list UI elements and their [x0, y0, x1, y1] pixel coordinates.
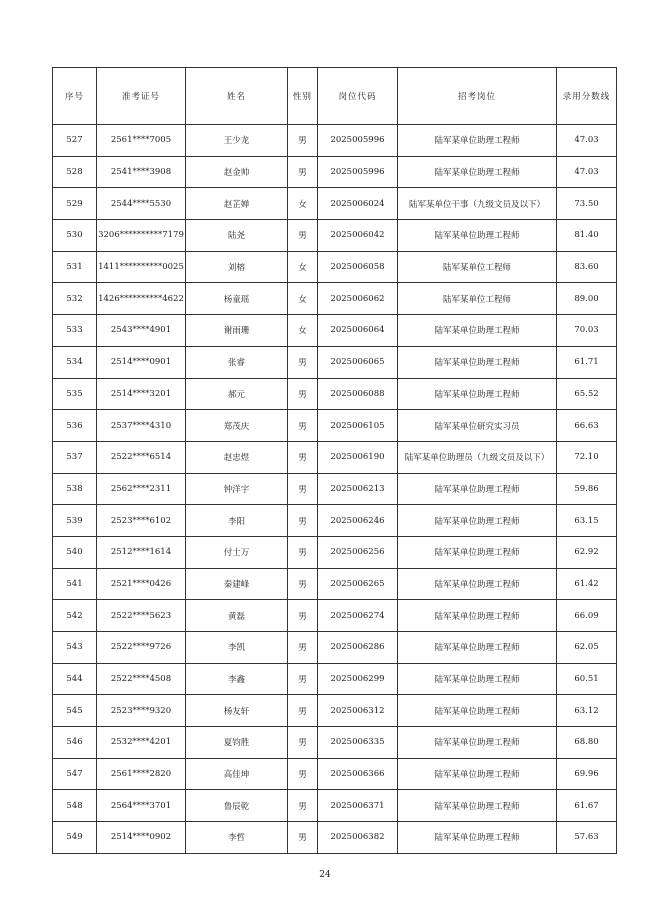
cell-name: 赵芷婵 — [186, 188, 288, 220]
cell-post-code: 2025006286 — [318, 632, 398, 664]
cell-post-code: 2025006371 — [318, 790, 398, 822]
cell-name: 谢雨珊 — [186, 315, 288, 347]
cell-post-code: 2025006246 — [318, 505, 398, 537]
cell-gender: 女 — [288, 315, 318, 347]
table-row — [53, 220, 617, 252]
cell-post-code: 2025006064 — [318, 315, 398, 347]
cell-name: 刘榕 — [186, 251, 288, 283]
cell-post: 陆军某单位助理工程师 — [398, 505, 557, 537]
cell-post: 陆军某单位助理工程师 — [398, 663, 557, 695]
cell-post: 陆军某单位助理工程师 — [398, 568, 557, 600]
cell-score: 72.10 — [557, 441, 617, 473]
cell-seq: 544 — [53, 663, 97, 695]
cell-seq: 545 — [53, 695, 97, 727]
table-row — [53, 410, 617, 442]
cell-post-code: 2025006335 — [318, 727, 398, 759]
header-gender: 性别 — [288, 68, 318, 125]
table-row — [53, 251, 617, 283]
cell-score: 47.03 — [557, 156, 617, 188]
cell-post: 陆军某单位助理工程师 — [398, 600, 557, 632]
cell-ticket: 2523****9320 — [97, 695, 186, 727]
cell-post-code: 2025006366 — [318, 758, 398, 790]
table-row — [53, 505, 617, 537]
cell-post: 陆军某单位助理工程师 — [398, 790, 557, 822]
cell-gender: 男 — [288, 473, 318, 505]
cell-ticket: 2521****0426 — [97, 568, 186, 600]
table-body — [53, 125, 617, 854]
cell-gender: 男 — [288, 505, 318, 537]
cell-gender: 男 — [288, 790, 318, 822]
cell-post-code: 2025006299 — [318, 663, 398, 695]
cell-ticket: 2532****4201 — [97, 727, 186, 759]
cell-ticket: 2514****0901 — [97, 346, 186, 378]
cell-score: 60.51 — [557, 663, 617, 695]
cell-name: 夏钧胜 — [186, 727, 288, 759]
cell-post-code: 2025006190 — [318, 441, 398, 473]
cell-ticket: 2522****6514 — [97, 441, 186, 473]
cell-score: 62.05 — [557, 632, 617, 664]
cell-post-code: 2025006105 — [318, 410, 398, 442]
cell-post-code: 2025006382 — [318, 822, 398, 854]
cell-ticket: 2543****4901 — [97, 315, 186, 347]
cell-post-code: 2025006213 — [318, 473, 398, 505]
cell-seq: 527 — [53, 125, 97, 157]
header-ticket: 准考证号 — [97, 68, 186, 125]
table-header-row — [53, 68, 617, 125]
cell-score: 69.96 — [557, 758, 617, 790]
cell-score: 73.50 — [557, 188, 617, 220]
cell-ticket: 2562****2311 — [97, 473, 186, 505]
cell-score: 83.60 — [557, 251, 617, 283]
cell-ticket: 2514****3201 — [97, 378, 186, 410]
cell-seq: 529 — [53, 188, 97, 220]
cell-seq: 546 — [53, 727, 97, 759]
page-number: 24 — [319, 870, 331, 880]
cell-post: 陆军某单位助理工程师 — [398, 220, 557, 252]
table-row — [53, 663, 617, 695]
cell-gender: 男 — [288, 727, 318, 759]
cell-post-code: 2025006024 — [318, 188, 398, 220]
cell-score: 65.52 — [557, 378, 617, 410]
cell-post: 陆军某单位助理工程师 — [398, 727, 557, 759]
cell-seq: 540 — [53, 536, 97, 568]
cell-name: 陆尧 — [186, 220, 288, 252]
cell-gender: 男 — [288, 220, 318, 252]
cell-score: 70.03 — [557, 315, 617, 347]
cell-ticket: 3206**********7179 — [97, 220, 186, 252]
table-row — [53, 822, 617, 854]
cell-post: 陆军某单位助理工程师 — [398, 125, 557, 157]
cell-score: 66.09 — [557, 600, 617, 632]
cell-seq: 542 — [53, 600, 97, 632]
cell-seq: 528 — [53, 156, 97, 188]
cell-score: 66.63 — [557, 410, 617, 442]
cell-name: 杨友轩 — [186, 695, 288, 727]
cell-post-code: 2025006265 — [318, 568, 398, 600]
cell-post: 陆军某单位工程师 — [398, 251, 557, 283]
cell-gender: 男 — [288, 536, 318, 568]
table-row — [53, 156, 617, 188]
table-row — [53, 632, 617, 664]
cell-seq: 541 — [53, 568, 97, 600]
cell-score: 47.03 — [557, 125, 617, 157]
cell-seq: 549 — [53, 822, 97, 854]
table-row — [53, 600, 617, 632]
cell-ticket: 2514****0902 — [97, 822, 186, 854]
cell-name: 王少龙 — [186, 125, 288, 157]
cell-score: 68.80 — [557, 727, 617, 759]
cell-name: 付士万 — [186, 536, 288, 568]
cell-seq: 530 — [53, 220, 97, 252]
cell-post: 陆军某单位助理工程师 — [398, 473, 557, 505]
cell-score: 89.00 — [557, 283, 617, 315]
cell-name: 郝元 — [186, 378, 288, 410]
cell-name: 秦建峰 — [186, 568, 288, 600]
header-post-code: 岗位代码 — [318, 68, 398, 125]
cell-ticket: 2561****7005 — [97, 125, 186, 157]
cell-seq: 539 — [53, 505, 97, 537]
cell-gender: 女 — [288, 283, 318, 315]
cell-seq: 548 — [53, 790, 97, 822]
cell-post-code: 2025006256 — [318, 536, 398, 568]
cell-post-code: 2025006088 — [318, 378, 398, 410]
cell-post-code: 2025006042 — [318, 220, 398, 252]
cell-name: 赵金帅 — [186, 156, 288, 188]
cell-gender: 男 — [288, 378, 318, 410]
cell-post: 陆军某单位助理工程师 — [398, 378, 557, 410]
cell-seq: 547 — [53, 758, 97, 790]
cell-name: 杨童瑶 — [186, 283, 288, 315]
cell-ticket: 1426**********4622 — [97, 283, 186, 315]
table-row — [53, 346, 617, 378]
cell-seq: 543 — [53, 632, 97, 664]
cell-post: 陆军某单位助理工程师 — [398, 695, 557, 727]
cell-post: 陆军某单位助理工程师 — [398, 156, 557, 188]
cell-ticket: 2523****6102 — [97, 505, 186, 537]
cell-gender: 男 — [288, 600, 318, 632]
cell-post: 陆军某单位助理工程师 — [398, 315, 557, 347]
cell-post: 陆军某单位助理工程师 — [398, 822, 557, 854]
cell-post-code: 2025006274 — [318, 600, 398, 632]
cell-post: 陆军某单位助理工程师 — [398, 632, 557, 664]
cell-gender: 男 — [288, 758, 318, 790]
cell-ticket: 2544****5530 — [97, 188, 186, 220]
cell-score: 57.63 — [557, 822, 617, 854]
cell-score: 63.12 — [557, 695, 617, 727]
header-post: 招考岗位 — [398, 68, 557, 125]
cell-gender: 男 — [288, 822, 318, 854]
cell-gender: 男 — [288, 632, 318, 664]
cell-ticket: 2512****1614 — [97, 536, 186, 568]
cell-seq: 531 — [53, 251, 97, 283]
table-row — [53, 378, 617, 410]
cell-score: 61.71 — [557, 346, 617, 378]
cell-post-code: 2025005996 — [318, 125, 398, 157]
cell-score: 63.15 — [557, 505, 617, 537]
cell-ticket: 1411**********0025 — [97, 251, 186, 283]
cell-post: 陆军某单位助理工程师 — [398, 346, 557, 378]
cell-ticket: 2561****2820 — [97, 758, 186, 790]
table-row — [53, 441, 617, 473]
cell-post: 陆军某单位干事（九级文员及以下） — [398, 188, 557, 220]
cell-ticket: 2537****4310 — [97, 410, 186, 442]
cell-gender: 女 — [288, 251, 318, 283]
cell-gender: 男 — [288, 125, 318, 157]
cell-ticket: 2541****3908 — [97, 156, 186, 188]
cell-seq: 536 — [53, 410, 97, 442]
cell-post-code: 2025005996 — [318, 156, 398, 188]
cell-gender: 男 — [288, 346, 318, 378]
cell-name: 李阳 — [186, 505, 288, 537]
cell-post: 陆军某单位助理工程师 — [398, 536, 557, 568]
cell-ticket: 2564****3701 — [97, 790, 186, 822]
cell-seq: 533 — [53, 315, 97, 347]
cell-name: 张睿 — [186, 346, 288, 378]
cell-name: 李哲 — [186, 822, 288, 854]
header-score: 录用分数线 — [557, 68, 617, 125]
cell-seq: 538 — [53, 473, 97, 505]
cell-seq: 534 — [53, 346, 97, 378]
cell-post: 陆军某单位工程师 — [398, 283, 557, 315]
table-row — [53, 758, 617, 790]
cell-post: 陆军某单位助理工程师 — [398, 758, 557, 790]
cell-score: 59.86 — [557, 473, 617, 505]
cell-seq: 532 — [53, 283, 97, 315]
cell-post-code: 2025006062 — [318, 283, 398, 315]
cell-gender: 男 — [288, 568, 318, 600]
cell-ticket: 2522****9726 — [97, 632, 186, 664]
cell-gender: 男 — [288, 663, 318, 695]
cell-score: 81.40 — [557, 220, 617, 252]
cell-ticket: 2522****4508 — [97, 663, 186, 695]
cell-name: 赵忠煜 — [186, 441, 288, 473]
cell-name: 郑茂庆 — [186, 410, 288, 442]
table-row — [53, 125, 617, 157]
cell-score: 61.42 — [557, 568, 617, 600]
cell-name: 高佳坤 — [186, 758, 288, 790]
table-row — [53, 188, 617, 220]
cell-gender: 男 — [288, 695, 318, 727]
cell-post-code: 2025006058 — [318, 251, 398, 283]
table-row — [53, 727, 617, 759]
cell-gender: 男 — [288, 156, 318, 188]
cell-gender: 女 — [288, 188, 318, 220]
cell-name: 李鑫 — [186, 663, 288, 695]
table-row — [53, 283, 617, 315]
cell-ticket: 2522****5623 — [97, 600, 186, 632]
cell-seq: 535 — [53, 378, 97, 410]
table-row — [53, 695, 617, 727]
cell-gender: 男 — [288, 441, 318, 473]
cell-post-code: 2025006312 — [318, 695, 398, 727]
cell-post: 陆军某单位研究实习员 — [398, 410, 557, 442]
cell-post: 陆军某单位助理员（九级文员及以下） — [398, 441, 557, 473]
header-seq: 序号 — [53, 68, 97, 125]
table-row — [53, 536, 617, 568]
cell-name: 李凯 — [186, 632, 288, 664]
cell-name: 钟洋宇 — [186, 473, 288, 505]
cell-score: 62.92 — [557, 536, 617, 568]
header-name: 姓名 — [186, 68, 288, 125]
table-row — [53, 315, 617, 347]
table-row — [53, 473, 617, 505]
cell-gender: 男 — [288, 410, 318, 442]
table-row — [53, 790, 617, 822]
cell-seq: 537 — [53, 441, 97, 473]
admission-score-table — [52, 67, 617, 854]
cell-name: 鲁辰乾 — [186, 790, 288, 822]
cell-score: 61.67 — [557, 790, 617, 822]
cell-name: 黄磊 — [186, 600, 288, 632]
cell-post-code: 2025006065 — [318, 346, 398, 378]
table-row — [53, 568, 617, 600]
